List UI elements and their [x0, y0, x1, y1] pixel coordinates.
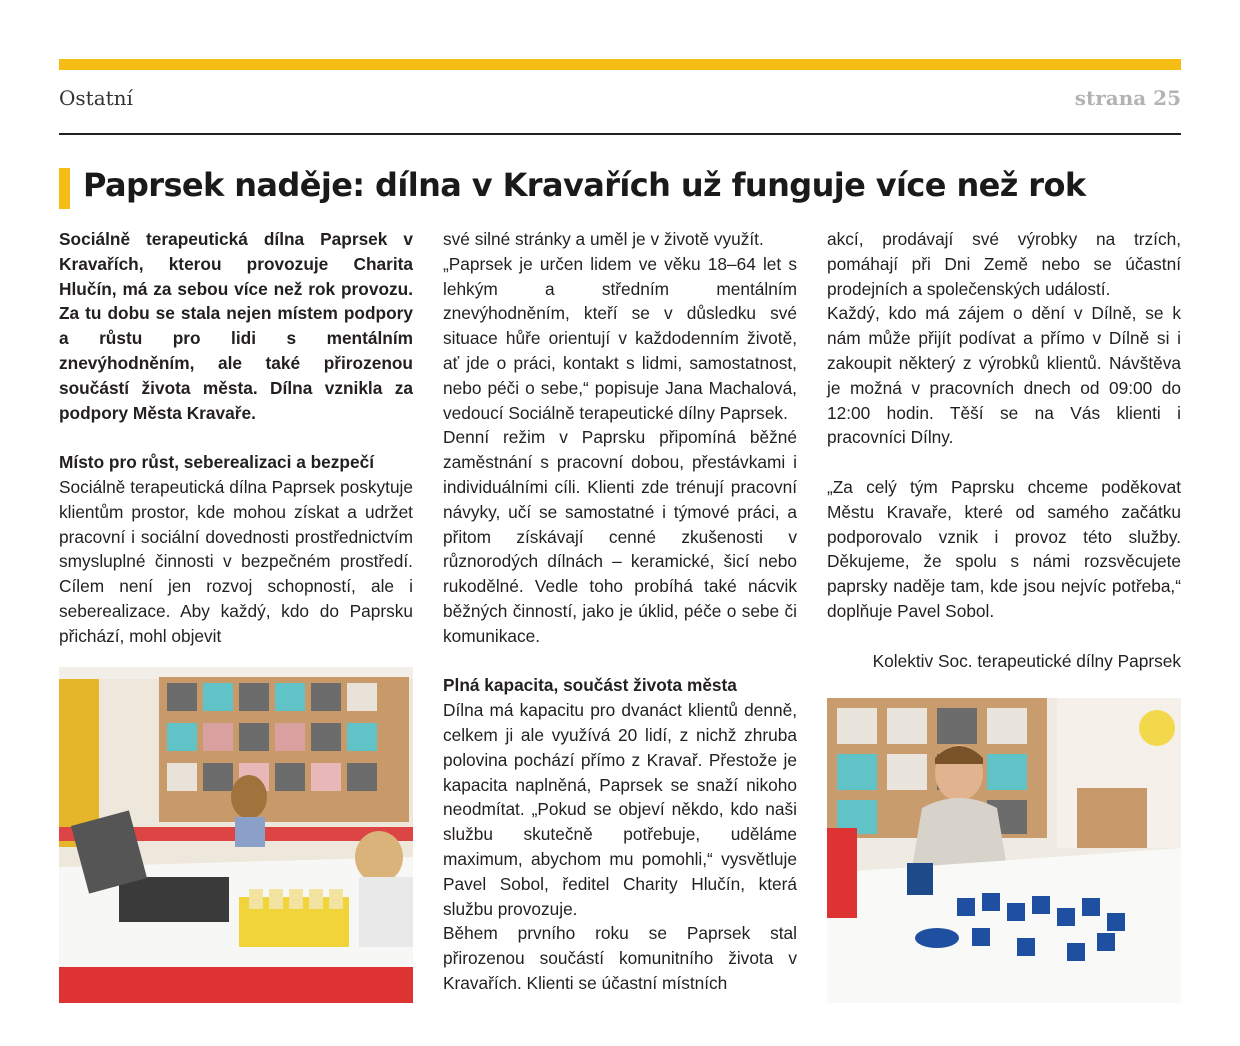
paragraph-5: Během prvního roku se Paprsek stal přirozenou součástí komunitního života v Kravařích. Klienti se účastní místních [443, 923, 797, 993]
article-title: Paprsek naděje: dílna v Kravařích už funguje více než rok [83, 166, 1086, 204]
column-2 [443, 227, 797, 996]
paragraph-1-continued: své silné stránky a uměl je v životě využít. [443, 229, 764, 249]
article-signature: Kolektiv Soc. terapeutické dílny Paprsek [872, 650, 1181, 671]
title-accent-mark [59, 168, 70, 209]
subheading-1: Místo pro růst, seberealizaci a bezpečí [59, 452, 375, 473]
paragraph-4: Dílna má kapacitu pro dvanáct klientů denně, celkem ji ale využívá 20 lidí, z nichž zhruba polovina pochází přímo z Kravař. Přestože je kapacita naplněná, Paprsek se snaží nikoho neodmítat. „Pokud se objeví někdo, kdo naši službu skutečně potřebuje, uděláme maximum, abychom mu pomohli,“ vysvětluje Pavel Sobol, ředitel Charity Hlučín, která službu provozuje. [443, 700, 797, 919]
article-lead: Sociálně terapeutická dílna Paprsek v Kravařích, kterou provozuje Charita Hlučín, má za sebou více než rok provozu. Za tu dobu se stala nejen místem podpory a růstu pro lidi s mentálním znevýhodněním, ale také přirozenou součástí života města. Dílna vznikla za podpory Města Kravaře. [59, 229, 413, 423]
top-accent-bar [59, 59, 1181, 70]
paragraph-2: „Paprsek je určen lidem ve věku 18–64 let s lehkým a středním mentálním znevýhodněním, kteří se v důsledku své situace hůře orientují v každodenním životě, ať jde o práci, kontakt s lidmi, samostatnost, nebo péči o sebe,“ popisuje Jana Machalová, vedoucí Sociálně terapeutické dílny Paprsek. [443, 253, 797, 423]
section-label: Ostatní [59, 86, 133, 110]
paragraph-6: Každý, kdo má zájem o dění v Dílně, se k nám může přijít podívat a přímo v Dílně si i zakoupit některý z výrobků klientů. Návštěva je možná v pracovních dnech od 09:00 do 12:00 hodin. Těší se na Vás klienti i pracovníci Dílny. [827, 303, 1181, 448]
header-rule [59, 133, 1181, 135]
paragraph-3: Denní režim v Paprsku připomíná běžné zaměstnání s pracovní dobou, přestávkami i individuálními cíli. Klienti zde trénují pracovní návyky, učí se samostatné i týmové práci, a přitom získávají cenné zkušenosti v různorodých dílnách – keramické, šicí nebo rukodělné. Vedle toho probíhá také nácvik běžných činností, jako je úklid, péče o sebe či komunikace. [443, 427, 797, 646]
workshop-photo-image [59, 667, 413, 1003]
subheading-2: Plná kapacita, součást života města [443, 675, 737, 696]
paragraph-7: „Za celý tým Paprsku chceme poděkovat Městu Kravaře, které od samého začátku podporovalo vznik i provoz této služby. Děkujeme, že spolu s námi rozsvěcujete paprsky naděje tam, kde jsou nejvíc potřeba,“ doplňuje Pavel Sobol. [827, 476, 1181, 621]
client-photo-image [827, 698, 1181, 1003]
workshop-photo-left [59, 667, 413, 1003]
paragraph-5-continued: akcí, prodávají své výrobky na trzích, pomáhají při Dni Země nebo se účastní prodejních a společenských událostí. [827, 229, 1181, 299]
column-3 [827, 227, 1181, 673]
column-1 [59, 227, 413, 649]
paragraph-1: Sociálně terapeutická dílna Paprsek poskytuje klientům prostor, kde mohou získat a udržet pracovní i sociální dovednosti prostřednictvím smysluplné činnosti v bezpečném prostředí. Cílem není jen rozvoj schopností, ale i seberealizace. Aby každý, kdo do Paprsku přichází, mohl objevit [59, 476, 413, 646]
page-number: strana 25 [1074, 86, 1181, 110]
workshop-photo-right [827, 698, 1181, 1003]
